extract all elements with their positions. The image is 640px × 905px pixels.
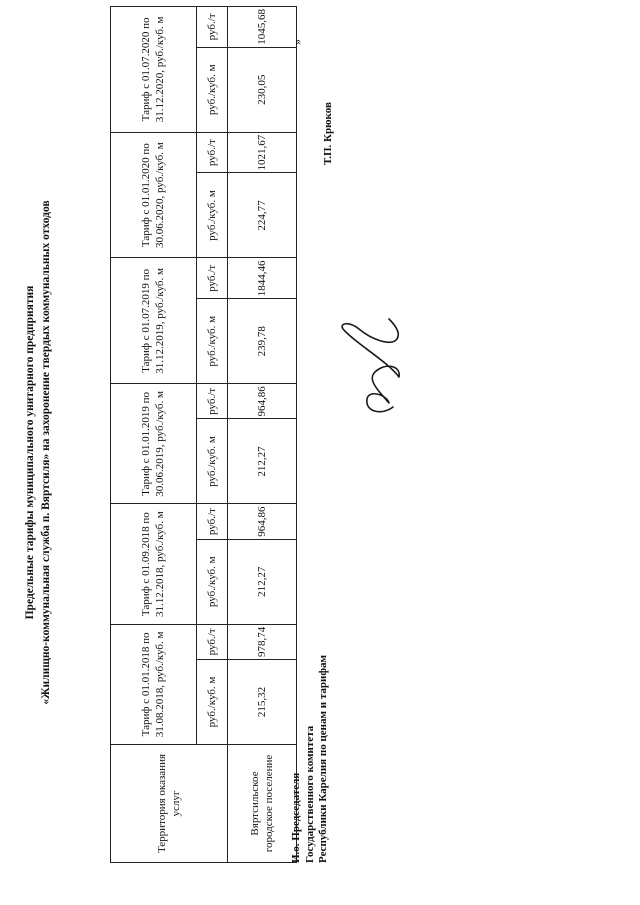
period-header: Тариф с 01.07.2019 по 31.12.2019, руб./куб. м	[111, 258, 197, 384]
unit-cell: руб./т	[196, 624, 227, 659]
unit-cell: руб./т	[196, 132, 227, 173]
tariff-table	[110, 6, 297, 863]
territory-cell: Вяртсильское городское поселение	[228, 745, 297, 863]
document-title	[22, 0, 54, 905]
handwritten-signature	[335, 305, 415, 425]
table-row	[228, 7, 297, 863]
period-header: Тариф с 01.09.2018 по 31.12.2018, руб./куб. м	[111, 504, 197, 624]
value-cell: 215,32	[228, 660, 297, 745]
value-cell: 239,78	[228, 299, 297, 384]
signatory-name: Т.П. Крюков	[322, 102, 334, 165]
period-header: Тариф с 01.01.2018 по 31.08.2018, руб./куб. м	[111, 624, 197, 744]
value-cell: 212,27	[228, 419, 297, 504]
closing-quote: »	[290, 39, 304, 45]
unit-cell: руб./куб. м	[196, 539, 227, 624]
unit-cell: руб./куб. м	[196, 173, 227, 258]
value-cell: 1844,46	[228, 258, 297, 299]
value-cell: 224,77	[228, 173, 297, 258]
value-cell: 978,74	[228, 624, 297, 659]
unit-cell: руб./т	[196, 504, 227, 539]
period-header: Тариф с 01.07.2020 по 31.12.2020, руб./куб. м	[111, 7, 197, 133]
territory-header: Территория оказания услуг	[111, 745, 228, 863]
unit-cell: руб./куб. м	[196, 419, 227, 504]
title-line-1: Предельные тарифы муниципального унитарного предприятия	[24, 285, 36, 620]
unit-cell: руб./т	[196, 258, 227, 299]
signatory-line-1: И.о. Председателя	[290, 772, 302, 863]
title-line-2: «Жилищно-коммунальная служба п. Вяртсиля» на захоронение твердых коммунальных отходов	[40, 200, 52, 705]
value-cell: 1021,67	[228, 132, 297, 173]
unit-cell: руб./куб. м	[196, 299, 227, 384]
value-cell: 212,27	[228, 539, 297, 624]
signatory-line-3: Республики Карелия по ценам и тарифам	[317, 655, 329, 863]
signatory-title	[290, 655, 331, 863]
value-cell: 230,05	[228, 47, 297, 132]
signatory-line-2: Государственного комитета	[303, 725, 316, 863]
period-header: Тариф с 01.01.2019 по 30.06.2019, руб./куб. м	[111, 384, 197, 504]
value-cell: 964,86	[228, 384, 297, 419]
unit-cell: руб./т	[196, 384, 227, 419]
unit-cell: руб./куб. м	[196, 660, 227, 745]
unit-cell: руб./т	[196, 7, 227, 48]
period-header: Тариф с 01.01.2020 по 30.06.2020, руб./куб. м	[111, 132, 197, 258]
value-cell: 964,86	[228, 504, 297, 539]
unit-cell: руб./куб. м	[196, 47, 227, 132]
value-cell: 1045,68	[228, 7, 297, 48]
